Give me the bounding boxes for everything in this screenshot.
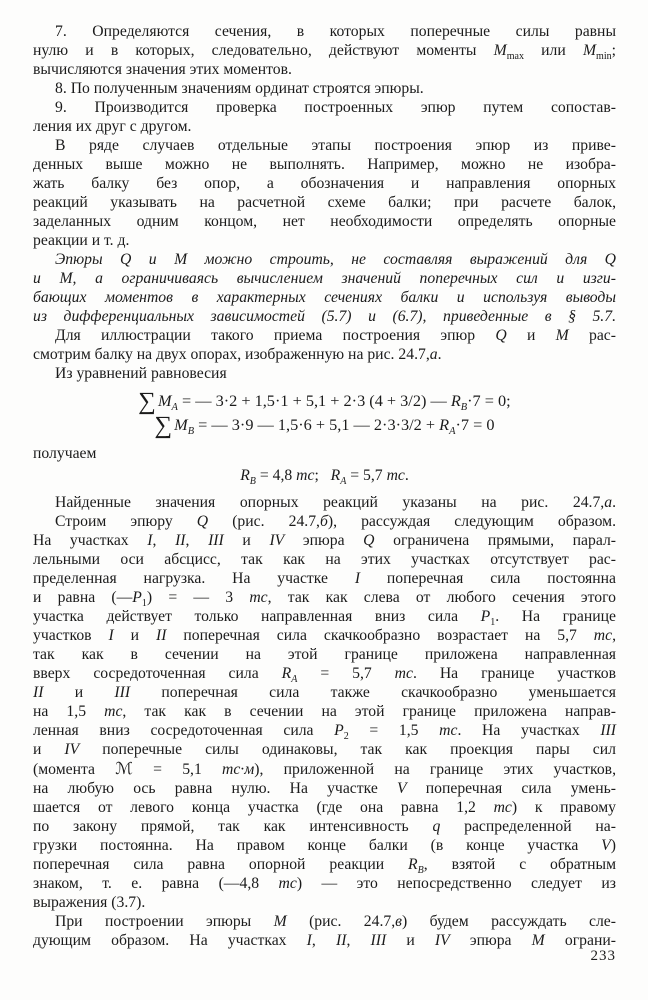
text-line: (момента ℳ = 5,1 тс·м), приложенной на границе этих участков,: [33, 759, 616, 778]
text-line: из дифференциальных зависимостей (5.7) и (6.7), приведенные в § 5.7.: [33, 308, 616, 325]
text-line: вверх сосредоточенная сила $R_A = 5,7$ тс. На границе участков: [33, 665, 616, 685]
text-line: На участках I, II, III и IV эпюра Q ограничена прямыми, парал-: [33, 532, 617, 549]
text-line: знаком, т. е. равна (—4,8 тс) — это непосредственно следует из: [33, 875, 616, 892]
text-line: жать балку без опор, а обозначения и направления опорных: [33, 175, 616, 192]
text-line: так как в сечении на этой границе приложена направленная: [33, 646, 616, 663]
text-line: реакции и т. д.: [33, 232, 130, 249]
para-italic-note: [33, 250, 616, 326]
text-line: и М, а ограничиваясь вычислением значений поперечных сил и изги-: [33, 270, 616, 287]
para-equilibrium-intro: [33, 364, 616, 383]
text-line: участка действует только направленная вниз сила $P_1$. На границе: [33, 608, 616, 628]
sum-symbol: ∑: [138, 387, 156, 415]
text-line: ∑ $M_B$ = — 3·9 — 1,5·6 + 5,1 — $2\cdot 3\cdot 3/2 + R_A\cdot 7 = 0$: [154, 411, 495, 439]
text-line: ∑ $M_A$ = — 3·2 + 1,5·1 + 5,1 + 2·3 (4 + 3/2) — $R_B\cdot 7 = 0$;: [138, 387, 511, 415]
text-line: шается от левого конца участка (где она равна 1,2 тс) к правому: [33, 799, 616, 816]
text-line: по закону прямой, так как интенсивность q распределенной на-: [33, 818, 616, 835]
para-shear-diagram: [33, 512, 616, 912]
text-line: дующим образом. На участках I, II, III и IV эпюра М ограни-: [33, 932, 616, 949]
text-line: лельными оси абсцисс, так как на этих участках отсутствует рас-: [33, 551, 616, 568]
text-line: Строим эпюру Q (рис. 24.7,б), рассуждая следующим образом.: [55, 513, 616, 530]
text-line: нулю и в которых, следовательно, действуют моменты $M_{max}$ или $M_{min}$;: [33, 42, 616, 62]
para-moment-diagram: [33, 912, 616, 950]
text-line: на любую ось равна нулю. На участке V поперечная сила умень-: [33, 780, 616, 797]
text-line: заделанных одним концом, нет необходимости определять опорные: [33, 213, 616, 230]
moment-symbol: ℳ: [115, 759, 133, 778]
text-line: В ряде случаев отдельные этапы построения эпюр из приве-: [55, 137, 616, 154]
text-line: денных выше можно не выполнять. Например, можно не изобра-: [33, 156, 616, 173]
text-line: бающих моментов в характерных сечениях балки и используя выводы: [33, 289, 616, 306]
text-line: получаем: [33, 445, 97, 462]
text-line: грузки постоянна. На правом конце балки (в конце участка V): [33, 837, 616, 854]
item-9: [33, 98, 616, 136]
para-reactions-shown: [33, 493, 616, 512]
text-line: поперечная сила равна опорной реакции $R_B$, взятой с обратным: [33, 856, 616, 876]
text-line: на 1,5 тс, так как в сечении на этой границе приложена направ-: [33, 703, 617, 720]
text-line: вычисляются значения этих моментов.: [33, 61, 292, 78]
text-line: выражения (3.7).: [33, 894, 146, 911]
sum-symbol: ∑: [154, 411, 173, 439]
text-line: реакций указывать на расчетной схеме балки; при расчете балок,: [33, 194, 616, 211]
reactions-result: [33, 466, 616, 485]
text-line: При построении эпюры М (рис. 24.7,в) будем рассуждать сле-: [55, 913, 616, 930]
text-line: II и III поперечная сила также скачкообразно уменьшается: [33, 684, 616, 701]
text-line: Из уравнений равновесия: [55, 365, 227, 382]
text-line: 7. Определяются сечения, в которых поперечные силы равны: [55, 23, 616, 40]
text-line: 9. Производится проверка построенных эпюр путем сопостав-: [55, 99, 616, 116]
text-line: и IV поперечные силы одинаковы, так как проекция пары сил: [33, 741, 616, 758]
text-line: Для иллюстрации такого приема построения эпюр Q и М рас-: [55, 327, 616, 344]
page-number: 233: [590, 948, 616, 964]
item-7: [33, 22, 616, 79]
text-line: участков I и II поперечная сила скачкообразно возрастает на 5,7 тс,: [33, 627, 616, 644]
text-line: Найденные значения опорных реакций указаны на рис. 24.7,а.: [55, 494, 616, 511]
equations-moments: [33, 389, 616, 437]
para-shortcut-steps: [33, 136, 616, 250]
item-8: [33, 79, 616, 98]
text-line: и равна $(—P_1)$ = — 3 тс, так как слева от любого сечения этого: [33, 589, 616, 609]
text-line: Эпюры Q и М можно строить, не составляя выражений для Q: [55, 251, 616, 268]
text-column: [33, 22, 616, 950]
text-line: 8. По полученным значениям ординат строятся эпюры.: [55, 80, 424, 97]
text-line: ленная вниз сосредоточенная сила $P_2 = 1,5$ тс. На участках III: [33, 722, 617, 742]
text-line: $R_B = 4,8$ тс; $R_A = 5,7$ тс.: [240, 467, 409, 487]
text-line: смотрим балку на двух опорах, изображенную на рис. 24.7,а.: [33, 346, 442, 363]
text-line: пределенная нагрузка. На участке I поперечная сила постоянна: [33, 570, 616, 587]
text-line: ления их друг с другом.: [33, 118, 192, 135]
para-poluchaem: [33, 444, 616, 463]
para-illustration: [33, 326, 616, 364]
